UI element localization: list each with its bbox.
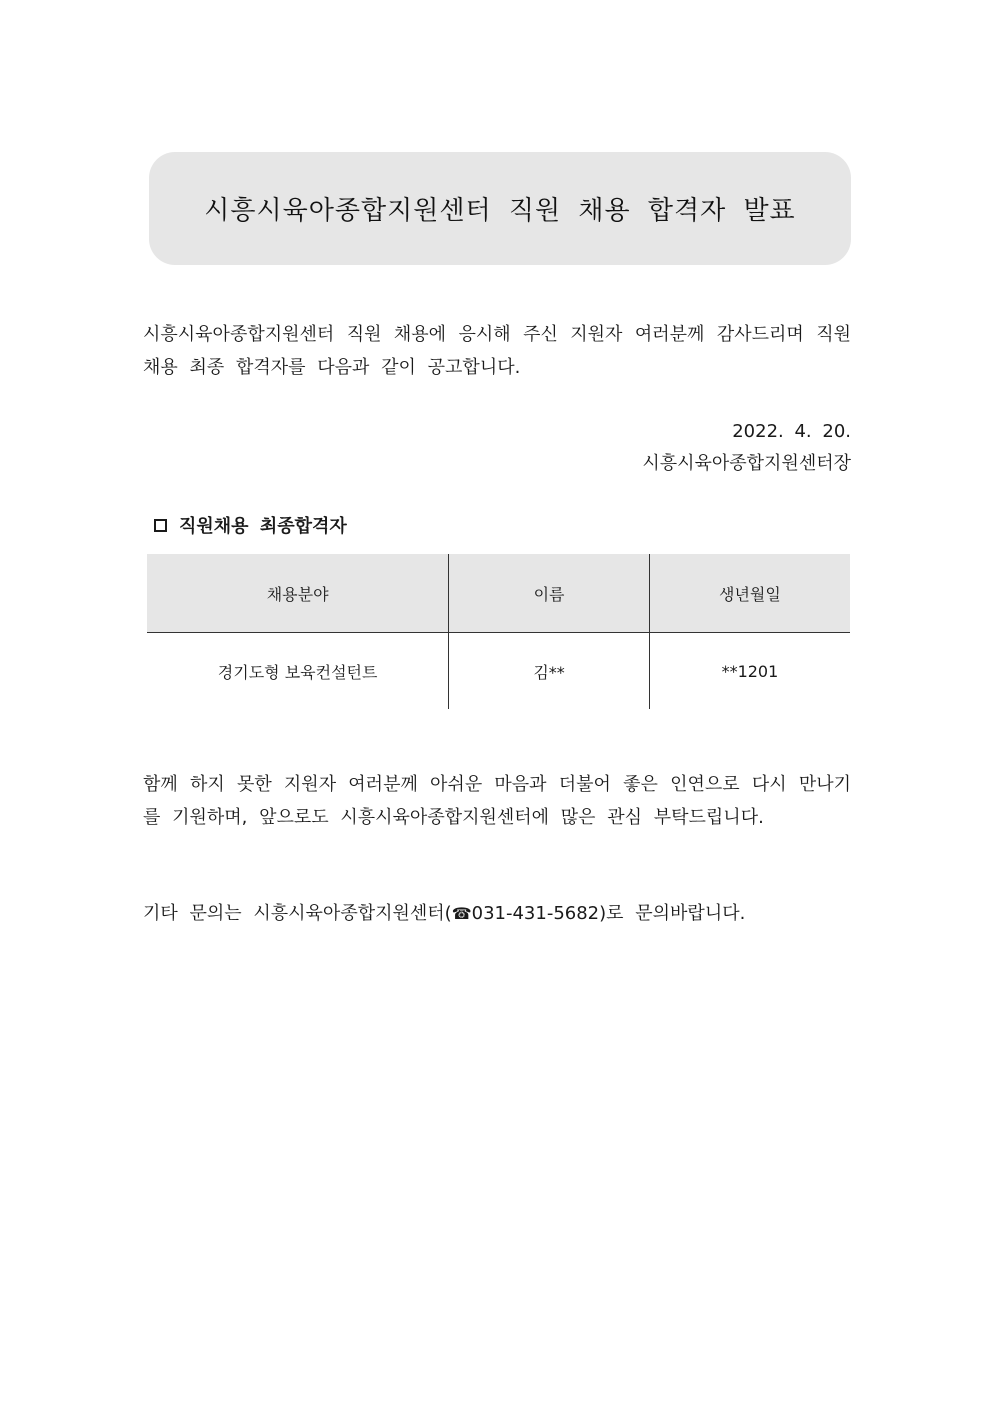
cell-birthdate: **1201 [649,633,850,710]
header-name: 이름 [449,554,650,633]
date-issuer-block [642,416,851,480]
intro-paragraph: 시흥시육아종합지원센터 직원 채용에 응시해 주신 지원자 여러분께 감사드리며 직원 채용 최종 합격자를 다음과 같이 공고합니다. [143,324,851,378]
closing-paragraph: 함께 하지 못한 지원자 여러분께 아쉬운 마음과 더불어 좋은 인연으로 다시 만나기를 기원하며, 앞으로도 시흥시육아종합지원센터에 많은 관심 부탁드립니다. [143,774,851,828]
table-row [147,633,850,710]
section-heading-label: 직원채용 최종합격자 [179,516,347,537]
section-heading [154,512,347,538]
table-header-row [147,554,850,633]
results-table [147,554,850,709]
contact-suffix: )로 문의바랍니다. [599,903,746,924]
contact-paragraph [143,897,851,930]
page-title: 시흥시육아종합지원센터 직원 채용 합격자 발표 [204,196,796,226]
phone-icon: ☎ [451,904,472,923]
cell-field: 경기도형 보육컨설턴트 [217,662,378,682]
contact-prefix: 기타 문의는 시흥시육아종합지원센터( [143,903,452,924]
contact-phone: 031-431-5682 [471,903,600,924]
cell-name: 김** [449,633,650,710]
issuer-name: 시흥시육아종합지원센터장 [642,453,851,474]
checkbox-icon [154,519,167,532]
header-birthdate: 생년월일 [649,554,850,633]
announcement-date: 2022. 4. 20. [732,421,851,442]
header-field: 채용분야 [147,554,449,633]
title-box [149,152,851,265]
